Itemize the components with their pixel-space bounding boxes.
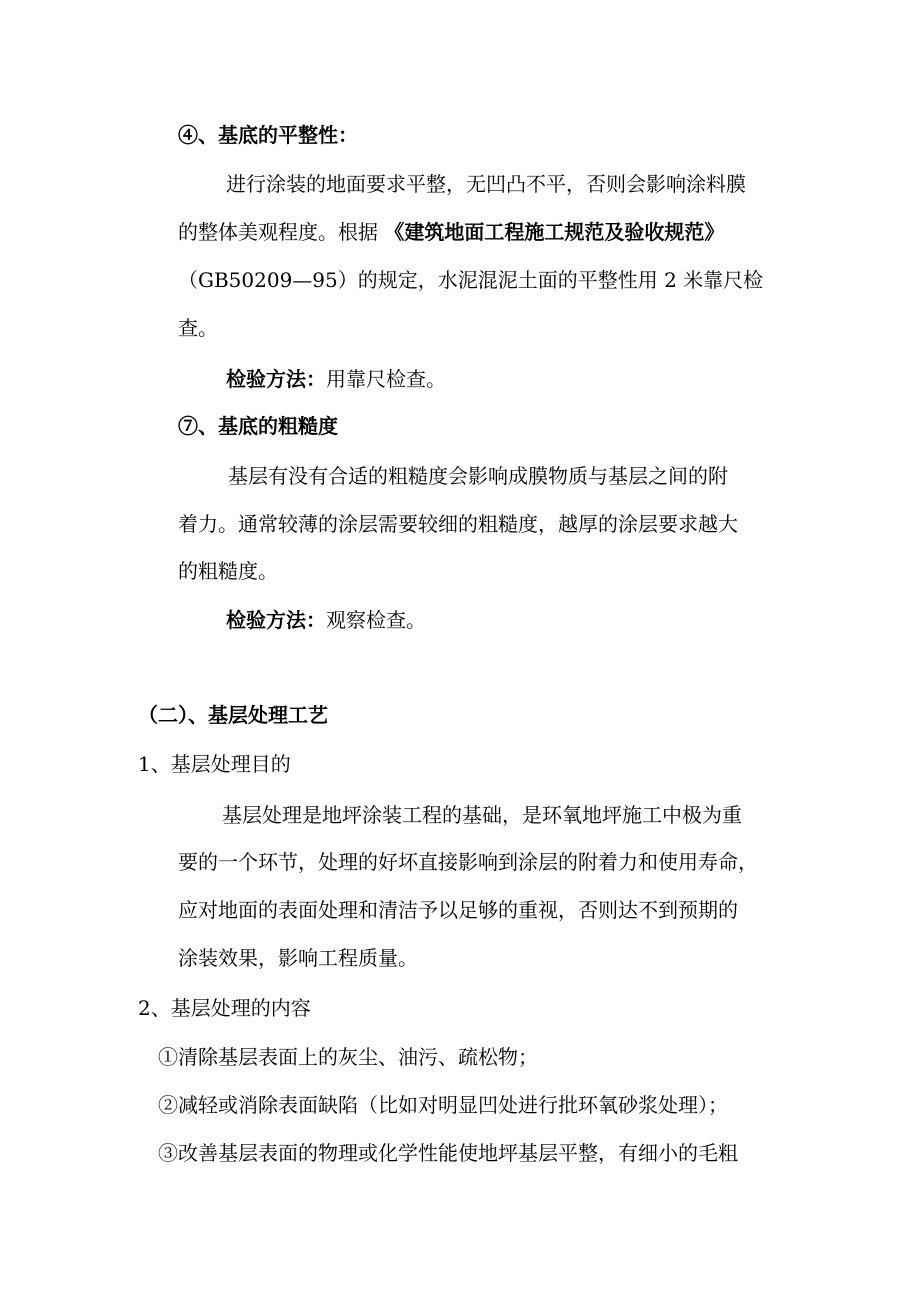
inspection-method (226, 606, 426, 634)
paragraph-line: （GB50209—95）的规定，水泥混泥土面的平整性用 2 米靠尺检 (178, 268, 764, 292)
section-heading-roughness: ⑦、基底的粗糙度 (178, 414, 338, 438)
paragraph-line (178, 218, 724, 246)
method-label: 检验方法： (226, 367, 326, 391)
paragraph-line: 进行涂装的地面要求平整，无凹凸不平，否则会影响涂料膜 (226, 172, 746, 196)
method-text: 观察检查。 (326, 608, 426, 632)
method-label: 检验方法： (226, 608, 326, 632)
paragraph-line: 的粗糙度。 (178, 559, 278, 583)
method-text: 用靠尺检查。 (326, 367, 446, 391)
paragraph-line: 查。 (178, 316, 218, 340)
list-item: ①清除基层表面上的灰尘、油污、疏松物； (158, 1045, 538, 1069)
paragraph-line: 着力。通常较薄的涂层需要较细的粗糙度，越厚的涂层要求越大 (178, 512, 738, 536)
paragraph-line: 基层处理是地坪涂装工程的基础，是环氧地坪施工中极为重 (222, 803, 742, 827)
paragraph-line: 基层有没有合适的粗糙度会影响成膜物质与基层之间的附 (228, 464, 728, 488)
paragraph-line: 应对地面的表面处理和清洁予以足够的重视，否则达不到预期的 (178, 898, 738, 922)
section-heading-flatness: ④、基底的平整性： (178, 123, 358, 147)
standard-title: 《建筑地面工程施工规范及验收规范》 (384, 220, 725, 244)
inspection-method (226, 365, 446, 393)
list-item: ③改善基层表面的物理或化学性能使地坪基层平整，有细小的毛粗 (158, 1141, 738, 1165)
item-title: 1、基层处理目的 (138, 752, 291, 776)
part-heading: （二）、基层处理工艺 (138, 703, 328, 727)
paragraph-text: 的整体美观程度。根据 (178, 220, 385, 244)
list-item: ②减轻或消除表面缺陷（比如对明显凹处进行批环氧砂浆处理）； (158, 1093, 728, 1117)
paragraph-line: 要的一个环节，处理的好坏直接影响到涂层的附着力和使用寿命， (178, 850, 758, 874)
item-title: 2、基层处理的内容 (138, 996, 311, 1020)
paragraph-line: 涂装效果，影响工程质量。 (178, 946, 418, 970)
